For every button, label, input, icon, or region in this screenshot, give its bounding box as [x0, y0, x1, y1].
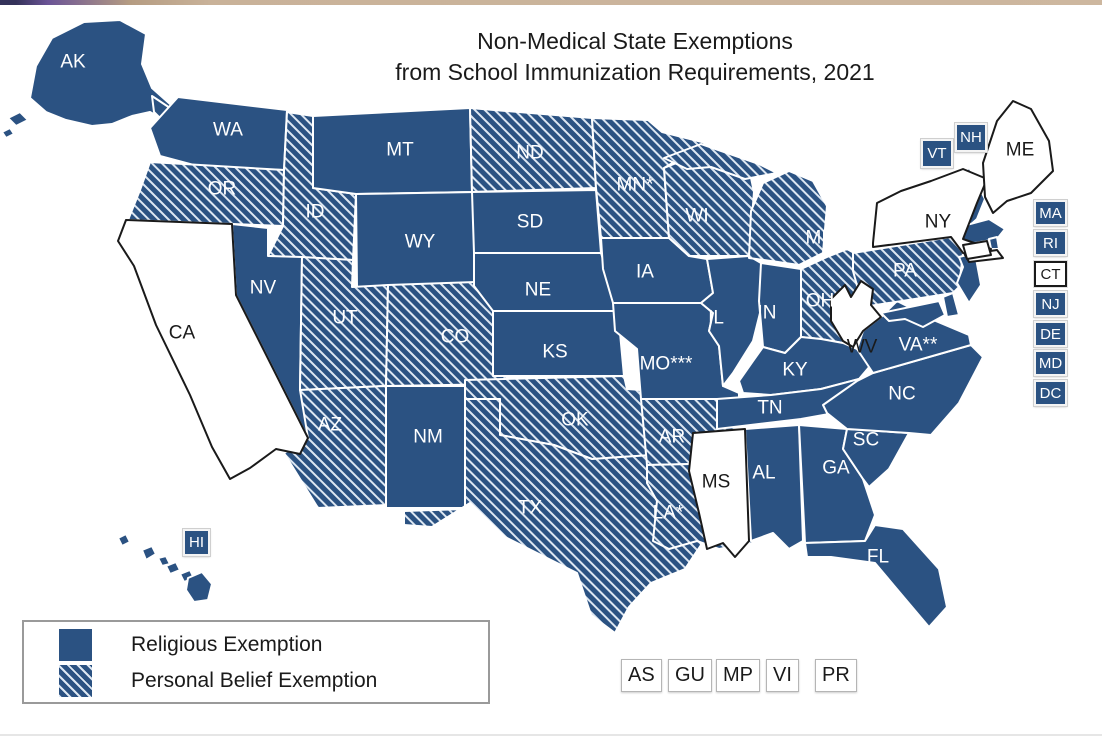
state-label-SD: SD [516, 211, 544, 233]
state-chip-MA: MA [1034, 200, 1067, 226]
state-label-NV: NV [249, 277, 277, 299]
state-CT [963, 241, 991, 259]
state-label-PA: PA [893, 260, 917, 282]
state-label-KS: KS [542, 341, 568, 363]
state-chip-CT: CT [1034, 261, 1067, 287]
state-AL [745, 425, 803, 549]
state-label-AZ: AZ [317, 414, 343, 436]
state-label-TN: TN [757, 397, 783, 419]
territory-chip-VI: VI [766, 659, 799, 692]
state-label-WI: WI [685, 205, 709, 227]
state-label-CO: CO [440, 326, 470, 348]
state-label-UT: UT [332, 307, 358, 329]
state-label-CA: CA [168, 322, 196, 344]
state-RI [989, 237, 999, 249]
state-chip-NH: NH [955, 123, 987, 152]
state-chip-MD: MD [1034, 350, 1067, 376]
state-label-OR: OR [207, 178, 237, 200]
state-label-TX: TX [517, 497, 543, 519]
state-label-NE: NE [524, 279, 552, 301]
state-label-WA: WA [213, 119, 243, 141]
state-label-ID: ID [305, 201, 325, 223]
state-label-MN: MN* [616, 174, 654, 196]
state-chip-NJ: NJ [1034, 291, 1067, 317]
state-label-AK: AK [60, 51, 86, 73]
state-label-AL: AL [752, 462, 776, 484]
state-label-MT: MT [386, 139, 414, 161]
state-chip-RI: RI [1034, 230, 1067, 256]
state-label-IL: IL [708, 307, 724, 329]
legend-swatch-personal-belief [59, 665, 92, 697]
title-line-2: from School Immunization Requirements, 2021 [395, 59, 875, 85]
state-label-OK: OK [561, 409, 589, 431]
state-label-AR: AR [658, 426, 686, 448]
page-title [175, 26, 1095, 88]
state-label-IN: IN [757, 302, 777, 324]
state-label-NC: NC [888, 383, 916, 405]
state-label-GA: GA [822, 457, 850, 479]
legend [22, 620, 490, 704]
state-label-ME: ME [1005, 139, 1035, 161]
territory-chip-GU: GU [668, 659, 712, 692]
state-label-IA: IA [636, 261, 654, 283]
state-label-VA: VA** [898, 334, 938, 356]
state-label-MO: MO*** [639, 353, 693, 375]
territory-chip-AS: AS [621, 659, 662, 692]
state-OR [128, 162, 284, 226]
state-label-WV: WV [846, 336, 878, 358]
state-label-LA: LA* [652, 502, 684, 524]
title-line-1: Non-Medical State Exemptions [477, 28, 793, 54]
legend-item-personal-belief [59, 665, 377, 697]
legend-label-personal-belief: Personal Belief Exemption [131, 669, 378, 692]
state-label-WY: WY [404, 231, 436, 253]
territory-chip-PR: PR [815, 659, 857, 692]
state-label-MS: MS [701, 471, 731, 493]
state-label-NY: NY [924, 211, 952, 233]
legend-swatch-religious [59, 629, 92, 661]
state-chip-HI: HI [183, 529, 210, 556]
state-chip-DC: DC [1034, 380, 1067, 406]
legend-label-religious: Religious Exemption [131, 633, 323, 656]
state-label-ND: ND [516, 142, 544, 164]
state-label-SC: SC [852, 429, 880, 451]
state-chip-DE: DE [1034, 321, 1067, 347]
state-label-MI: MI [805, 227, 827, 249]
territory-chip-MP: MP [716, 659, 760, 692]
state-label-OH: OH [805, 290, 835, 312]
state-label-NM: NM [413, 426, 443, 448]
state-chip-VT: VT [921, 139, 953, 168]
state-label-KY: KY [782, 359, 808, 381]
legend-item-religious [59, 629, 322, 661]
state-label-FL: FL [866, 546, 890, 568]
